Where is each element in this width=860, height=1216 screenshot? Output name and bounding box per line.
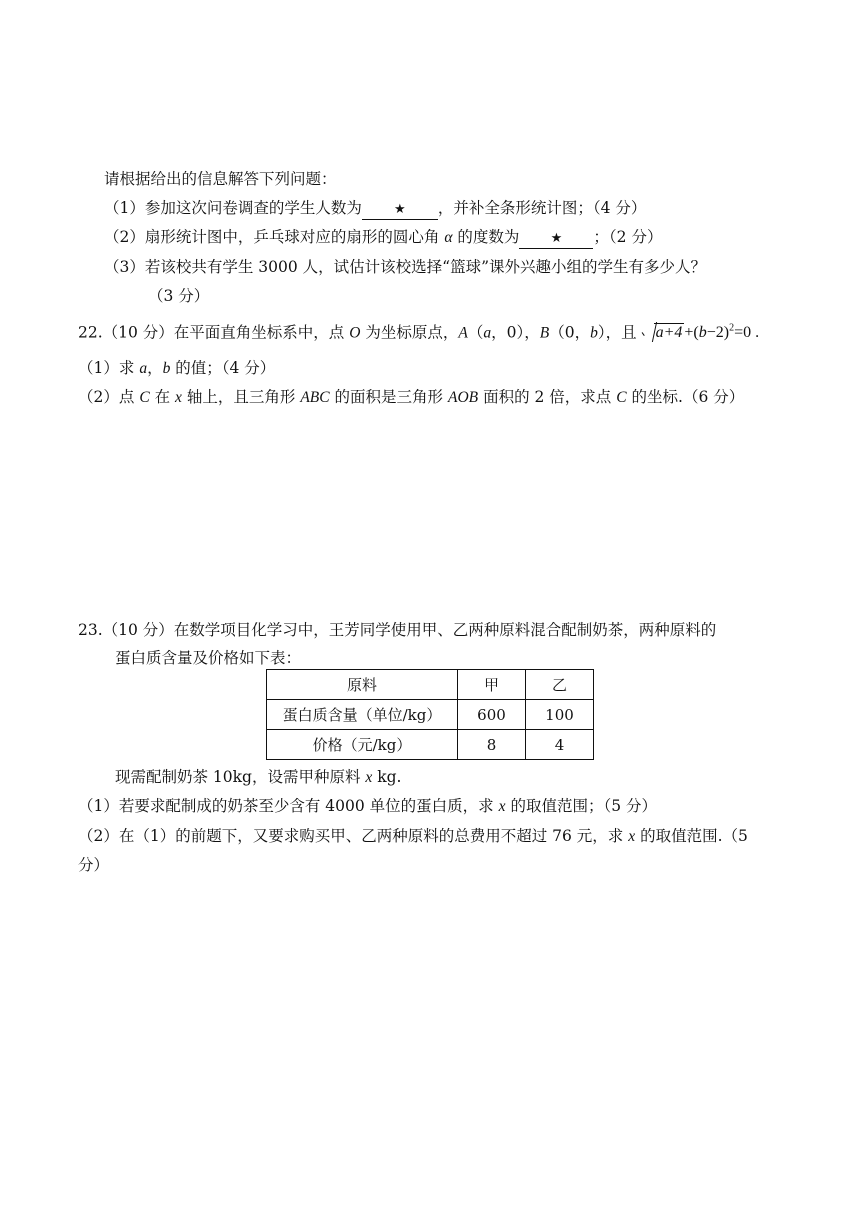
table-cell: 600 [458,700,526,730]
table-header-cell: 原料 [267,670,458,700]
q22-point-c: C [139,389,150,406]
q22-a-rest: ，0）， [491,323,540,342]
table-header-row [267,670,594,700]
q21-intro: 请根据给出的信息解答下列问题： [104,170,337,188]
q22-part1-text-b: 的值；（4 分） [175,359,276,377]
q22-part2-text-d: 的面积是三角形 [334,388,444,406]
sqrt-argument: a+4 [655,324,683,342]
q23-var-x: x [365,769,373,786]
alpha-symbol: α [444,229,453,246]
q22-part1-comma: ， [147,359,163,377]
table-cell: 价格（元/kg） [267,730,458,760]
q21-part1 [104,197,646,220]
q21-part2-text-b: 的度数为 [457,228,520,246]
q22-part1-var-b: b [162,360,171,377]
q23-part2-text: （2）在（1）的前题下，又要求购买甲、乙两种原料的总费用不超过 76 元，求 [78,827,624,845]
q22-equation [642,324,760,341]
q22-part2-text-c: 轴上，且三角形 [186,388,296,406]
q22-a-open: （ [467,323,484,342]
point-a: A [458,324,468,342]
q22-part2-text-f: 的坐标.（6 分） [631,388,745,406]
point-o: O [349,324,361,342]
q23-part1 [78,795,657,818]
q22-part2-text-e: 面积的 2 倍，求点 [483,388,612,406]
q23-stem-line2: 蛋白质含量及价格如下表： [115,649,302,667]
q22-part1-var-a: a [139,360,148,377]
q22-part1-text: （1）求 [78,359,135,377]
ingredient-table [266,669,594,760]
q23-part1-var-x: x [498,798,506,815]
sqrt-symbol [642,322,685,344]
q21-part2-text-c: ；（2 分） [593,228,663,246]
q22-point-c2: C [616,389,627,406]
q22-part2 [78,386,744,409]
table-row [267,730,594,760]
table-header-cell: 甲 [458,670,526,700]
table-cell: 蛋白质含量（单位/kg） [267,700,458,730]
q21-part2-blank: ★ [519,230,593,249]
q23-part2 [78,825,748,848]
table-row [267,700,594,730]
q22-part1 [78,357,275,380]
q23-part2-wrap: 分） [78,856,110,874]
q21-part3-line1: （3）若该校共有学生 3000 人，试估计该校选择“篮球”课外兴趣小组的学生有多少人？ [104,258,707,276]
triangle-aob: AOB [448,389,479,406]
q21-part2-text: （2）扇形统计图中，乒乓球对应的扇形的圆心角 [104,228,440,246]
point-b: B [539,324,550,342]
q21-part3-line2: （3 分） [148,287,210,305]
var-b: b [590,324,598,342]
q21-part1-text-b: ，并补全条形统计图；（4 分） [437,199,647,217]
q22-part2-text-b: 在 [154,388,171,406]
q23-setup-text: 现需配制奶茶 10kg，设需甲种原料 [115,768,361,786]
eq-plus-paren: +( [684,324,699,342]
eq-var-b: b [698,324,707,342]
table-cell: 8 [458,730,526,760]
q23-stem-line1: 23.（10 分）在数学项目化学习中，王芳同学使用甲、乙两种原料混合配制奶茶，两种原料的 [78,621,717,639]
q23-part2-var-x: x [628,828,636,845]
q22-stem [78,318,759,344]
q23-setup [115,766,401,789]
q22-part2-text: （2）点 [78,388,135,406]
q22-b-open: （0， [549,323,591,342]
table-cell: 100 [526,700,594,730]
table-header-cell: 乙 [526,670,594,700]
eq-equals: =0 . [734,324,760,342]
q21-part2 [104,226,662,249]
q22-head: 22.（10 分）在平面直角坐标系中，点 [78,323,345,342]
q21-part1-text: （1）参加这次问卷调查的学生人数为 [104,199,362,217]
q22-x-axis-var: x [175,389,182,406]
q22-mid1: 为坐标原点， [365,323,459,342]
q21-part1-blank: ★ [362,201,438,220]
triangle-abc: ABC [300,389,330,406]
q22-b-close: ），且 [597,323,637,342]
eq-minus: −2) [706,324,730,342]
eq-exponent: 2 [729,323,735,334]
q23-part1-text-b: 的取值范围；（5 分） [510,797,657,815]
q23-part2-text-b: 的取值范围.（5 [640,827,748,845]
var-a: a [483,324,492,342]
q23-part1-text: （1）若要求配制成的奶茶至少含有 4000 单位的蛋白质，求 [78,797,494,815]
q23-setup-unit: kg. [377,768,402,786]
table-cell: 4 [526,730,594,760]
